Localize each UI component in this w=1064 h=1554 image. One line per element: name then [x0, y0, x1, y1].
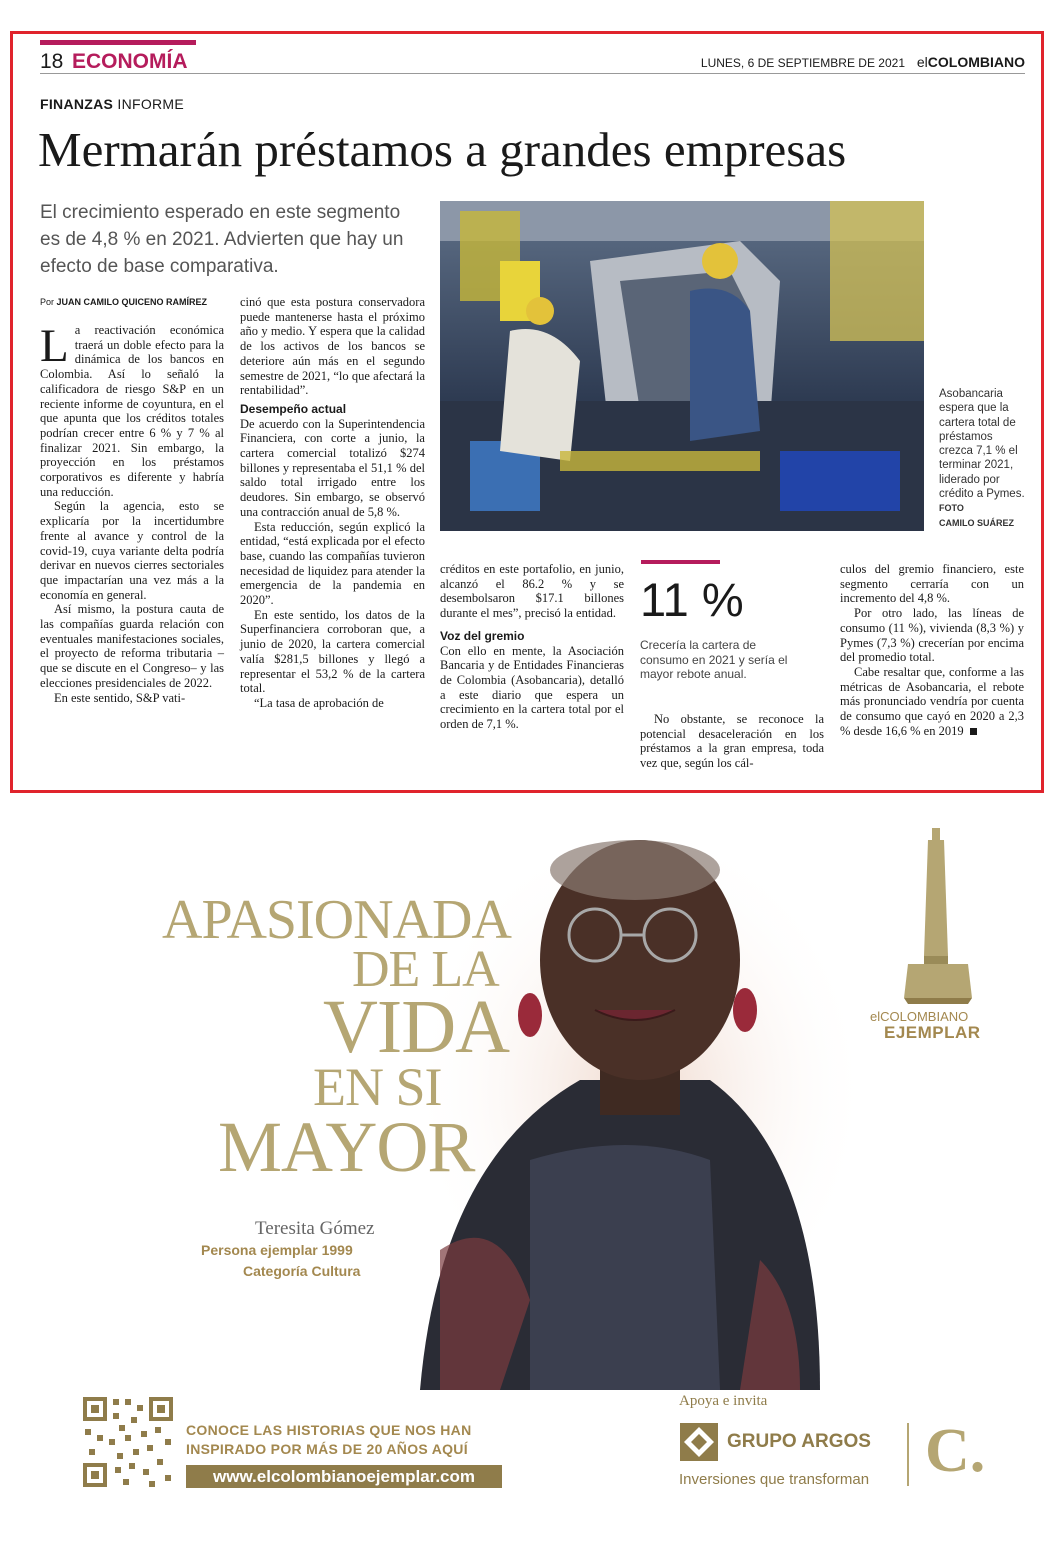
paragraph: No obstante, se reconoce la potencial desaceleración en los préstamos a la gran empresa, toda vez que, según los cál- — [640, 712, 824, 771]
paragraph: cinó que esta postura conservadora puede mantenerse hasta el próximo año y medio. Y espera que la calidad de los activos de los bancos se deteriore aún más en el segundo semestre de 2021, “lo que afectará la rentabilidad”. — [240, 295, 425, 398]
photo-credit-name: CAMILO SUÁREZ — [939, 517, 1014, 528]
page-header — [40, 38, 1025, 72]
drop-cap: L — [40, 320, 69, 372]
brand-prefix: el — [916, 54, 928, 70]
qr-code[interactable] — [81, 1395, 175, 1489]
paragraph: Por otro lado, las líneas de consumo (11 %), vivienda (8,3 %) y Pymes (7,3 %) crecerían por encima del promedio total. — [840, 606, 1024, 665]
kicker-rest: INFORME — [113, 96, 185, 112]
ad-title-line-2: DE LA — [352, 941, 499, 998]
ad-title-line-3: VIDA — [323, 985, 509, 1069]
stat-description: Crecería la cartera de consumo en 2021 y sería el mayor rebote anual. — [640, 638, 788, 681]
ad-title-line-4: EN SI — [313, 1057, 442, 1117]
paragraph: En este sentido, S&P vati- — [54, 690, 186, 705]
sponsor-label: Apoya e invita — [679, 1393, 768, 1409]
paragraph — [40, 320, 224, 499]
byline-author: JUAN CAMILO QUICENO RAMÍREZ — [56, 297, 208, 307]
tower-trophy-icon — [902, 826, 974, 1006]
issue-date: LUNES, 6 DE SEPTIEMBRE DE 2021 — [700, 56, 905, 70]
newspaper-brand — [917, 54, 1025, 70]
factory-photo-image — [440, 201, 924, 531]
paragraph: Según la agencia, esto se explicaría por la incertidumbre frente al avance y control de la covid-19, cuya variante delta podría derivar en nuevos cierres sectoriales que impactarían una vez más a la economía en general. — [40, 499, 224, 602]
brand-name: COLOMBIANO — [927, 54, 1025, 70]
paragraph: culos del gremio financiero, este segmento cerraría con un incremento del 4,8 %. — [840, 562, 1024, 606]
article-column-1 — [40, 320, 224, 705]
paragraph: Esta reducción, según explicó la entidad, “está explicada por el efecto base, cuando las compañías tuvieron necesidad de liquidez para atender la emergencia de la pandemia en 2020”. — [240, 519, 425, 608]
grupo-argos-logo-icon — [680, 1423, 718, 1461]
page-number: 18 — [40, 50, 64, 73]
section-name: ECONOMÍA — [72, 50, 188, 73]
website-link[interactable]: www.elcolombianoejemplar.com — [186, 1465, 502, 1488]
paragraph: créditos en este portafolio, en junio, alcanzó el 86.2 % y se desembolsaron $17.1 billones durante el mes”, precisó la entidad. — [440, 562, 624, 621]
factory-photo — [440, 201, 924, 531]
paragraph: Con ello en mente, la Asociación Bancaria y de Entidades Financieras de Colombia (Asobancaria), detalló a este diario que espera un crecimiento en la cartera total por el orden de 7,1 %. — [440, 643, 624, 732]
subhead: Voz del gremio — [440, 628, 525, 643]
person-title: Persona ejemplar 1999 — [201, 1242, 353, 1258]
kicker-bold: FINANZAS — [40, 96, 114, 112]
paragraph: “La tasa de aprobación de — [254, 695, 384, 710]
stat-accent-bar — [641, 560, 720, 564]
brand-c-logo: C. — [925, 1417, 986, 1485]
ad-title-line-1: APASIONADA — [162, 889, 511, 951]
kicker — [40, 96, 184, 112]
photo-credit-label: FOTO — [939, 503, 964, 514]
photo-caption-text: Asobancaria espera que la cartera total de préstamos crezca 7,1 % el terminar 2021, liderado por crédito a Pymes. — [939, 388, 1025, 501]
person-category: Categoría Cultura — [243, 1263, 361, 1279]
person-name: Teresita Gómez — [255, 1218, 375, 1239]
logo-small-text: elCOLOMBIANO — [870, 1009, 969, 1024]
paragraph: En este sentido, los datos de la Superfinanciera corroboran que, a junio de 2020, la cartera comercial valía $281,5 billones y llegó a representar el 53,2 % de la cartera total. — [240, 607, 425, 696]
section-accent-bar — [40, 40, 196, 45]
paragraph-text: a reactivación económica traerá un doble efecto para la dinámica de los bancos en Colombia. Así lo señaló la calificadora de riesgo S&P en un reciente informe de coyuntura, en el que apunta que los créditos totales podrían crecer entre 6 % y 7 % al finalizar 2021. Sin embargo, la proyección en los préstamos corporativos es diferente y habría una reducción. — [40, 323, 224, 499]
promo-line-1: CONOCE LAS HISTORIAS QUE NOS HAN — [186, 1422, 472, 1438]
article-column-4 — [640, 712, 824, 771]
headline: Mermarán préstamos a grandes empresas — [38, 122, 847, 177]
sponsor-tagline: Inversiones que transforman — [679, 1471, 870, 1488]
ad-title-line-5: MAYOR — [218, 1107, 475, 1187]
paragraph-text: Cabe resaltar que, conforme a las métricas de Asobancaria, el rebote más pronunciado vendría por cuenta de consumo que cayó en 2020 a 2,3 % desde 16,6 % en 2019 — [840, 664, 1024, 738]
article-column-5 — [840, 562, 1024, 738]
article-column-2 — [240, 295, 425, 711]
stat-number: 11 % — [640, 573, 744, 626]
sponsor-divider — [907, 1423, 909, 1486]
header-rule — [40, 73, 1025, 74]
lede: El crecimiento esperado en este segmento es de 4,8 % en 2021. Advierten que hay un efecto de base comparativa. — [40, 202, 404, 277]
byline — [40, 297, 207, 307]
paragraph: De acuerdo con la Superintendencia Financiera, con corte a junio, la cartera comercial totalizó $274 billones y representaba el 51,1 % del saldo total irrigado entre los deudores. Sin embargo, se observó una contracción anual de 5,8 %. — [240, 416, 425, 519]
photo-caption — [939, 387, 1027, 530]
paragraph — [840, 665, 1024, 739]
paragraph: Así mismo, la postura cauta de las compañías guarda relación con eventuales manifestaciones sociales, el proyecto de reforma tributaria –que se discute en el Congreso– y las elecciones presidenciales de 2022. — [40, 602, 224, 690]
byline-prefix: Por — [40, 297, 57, 307]
promo-line-2: INSPIRADO POR MÁS DE 20 AÑOS AQUÍ — [186, 1441, 468, 1457]
sponsor-name: GRUPO ARGOS — [727, 1431, 871, 1452]
article-column-3 — [440, 562, 624, 732]
end-of-article-mark — [970, 728, 977, 735]
subhead: Desempeño actual — [240, 401, 347, 416]
logo-big-text: EJEMPLAR — [884, 1023, 981, 1042]
